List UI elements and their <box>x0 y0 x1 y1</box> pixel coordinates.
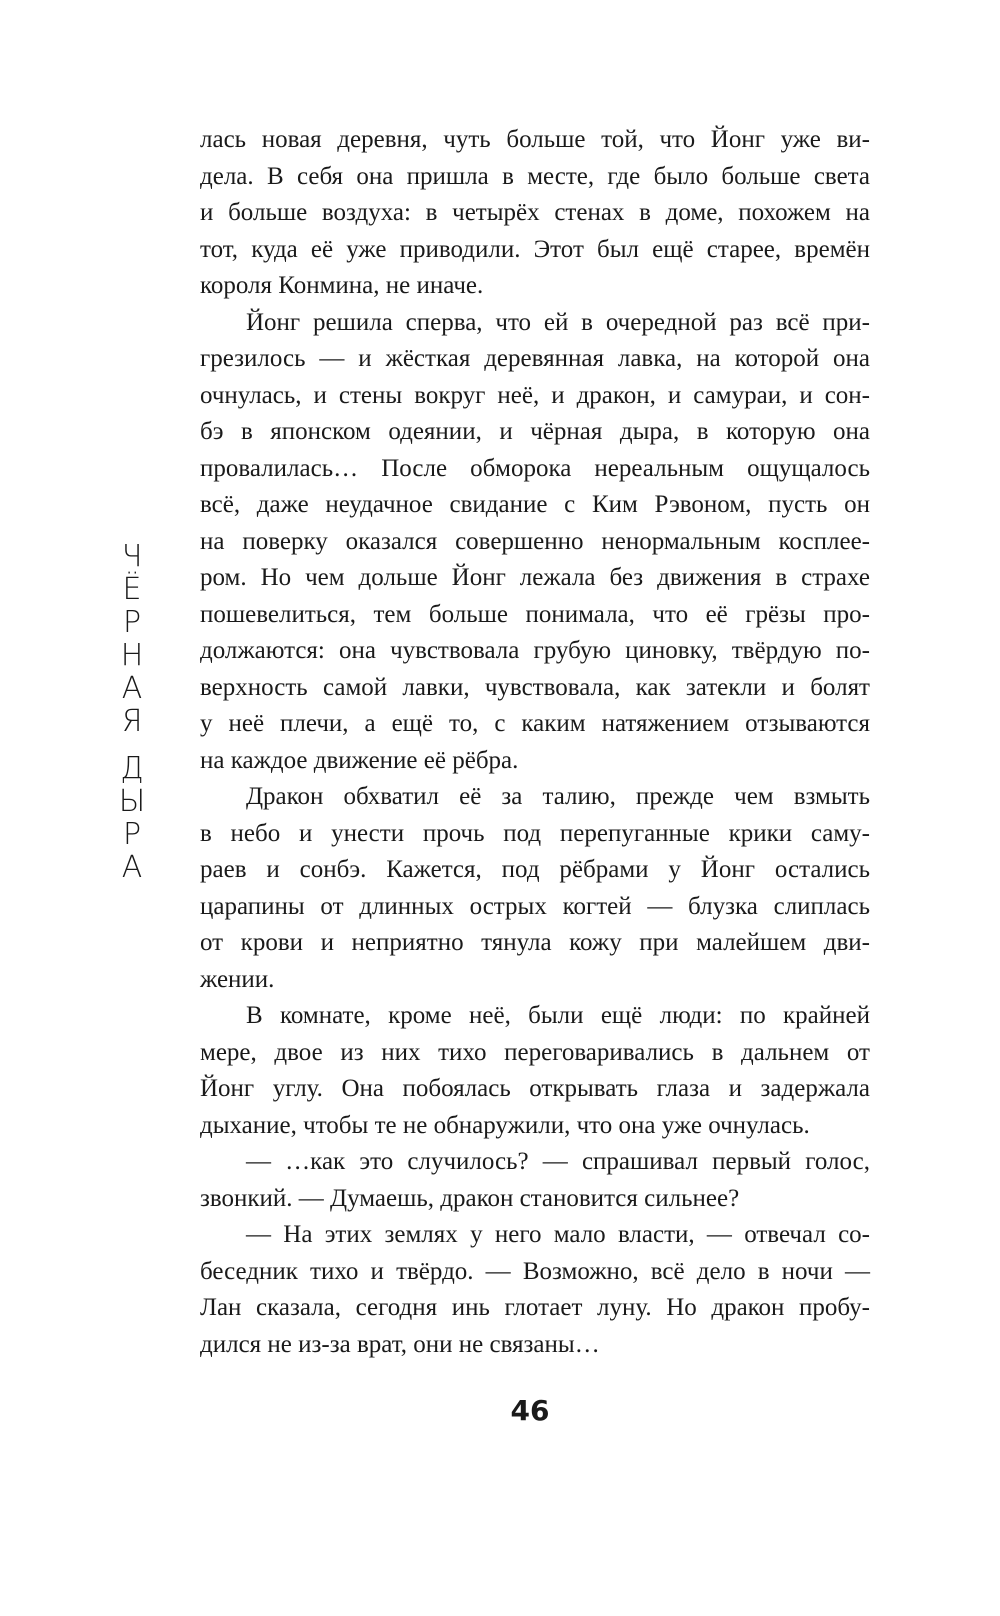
text-line: ром. Но чем дольше Йонг лежала без движения в страхе <box>200 564 870 591</box>
running-title-letter: Ч <box>121 539 143 574</box>
text-line: грезилось — и жёсткая деревянная лавка, на которой она <box>200 345 870 372</box>
text-line: короля Конмина, не иначе. <box>200 272 484 299</box>
text-line: дела. В себя она пришла в месте, где было больше света <box>200 162 870 190</box>
text-line: на поверку оказался совершенно ненормальным косплее- <box>200 527 870 555</box>
text-line: — На этих землях у него мало власти, — отвечал со- <box>246 1221 870 1248</box>
running-title-vertical <box>110 540 154 884</box>
text-line: жении. <box>200 965 275 993</box>
text-line: Дракон обхватил её за талию, прежде чем взмыть <box>246 783 870 810</box>
text-line: царапины от длинных острых когтей — блузка слиплась <box>200 892 870 920</box>
text-line: верхность самой лавки, чувствовала, как затекли и болят <box>200 673 870 701</box>
text-line: мере, двое из них тихо переговаривались в дальнем от <box>200 1038 870 1066</box>
text-line: всё, даже неудачное свидание с Ким Рэвоном, пусть он <box>200 491 870 518</box>
text-line: лась новая деревня, чуть больше той, что Йонг уже ви- <box>200 126 870 153</box>
running-title-letter: Ы <box>118 784 146 819</box>
text-line: в небо и унести прочь под перепуганные крики саму- <box>200 819 870 847</box>
text-line: дыхание, чтобы те не обнаружили, что она уже очнулась. <box>200 1111 810 1139</box>
text-line: звонкий. — Думаешь, дракон становится сильнее? <box>200 1184 740 1212</box>
text-line: на каждое движение её рёбра. <box>200 746 519 774</box>
text-line: Йонг решила сперва, что ей в очередной раз всё при- <box>246 308 870 336</box>
text-line: от крови и неприятно тянула кожу при малейшем дви- <box>200 929 870 956</box>
text-line: раев и сонбэ. Кажется, под рёбрами у Йонг остались <box>200 856 870 883</box>
text-line: Лан сказала, сегодня инь глотает луну. Но дракон пробу- <box>200 1294 870 1321</box>
text-line: должаются: она чувствовала грубую циновку, твёрдую по- <box>200 637 870 664</box>
running-title-letter: А <box>121 850 143 885</box>
running-title-letter: Н <box>120 638 144 673</box>
text-line: бэ в японском одеянии, и чёрная дыра, в которую она <box>200 418 870 445</box>
body-text <box>200 122 870 1363</box>
text-line: очнулась, и стены вокруг неё, и дракон, и самураи, и сон- <box>200 381 870 409</box>
text-line: беседник тихо и твёрдо. — Возможно, всё дело в ночи — <box>200 1257 870 1285</box>
running-title-letter: Р <box>122 605 142 640</box>
running-title-letter: Я <box>121 704 143 739</box>
text-line: и больше воздуха: в четырёх стенах в доме, похожем на <box>200 199 870 226</box>
running-title-word-gap <box>110 738 154 752</box>
running-title-letter: А <box>121 671 143 706</box>
running-title-letter: Ё <box>122 572 142 607</box>
text-line: — …как это случилось? — спрашивал первый голос, <box>246 1148 870 1175</box>
text-line: у неё плечи, а ещё то, с каким натяжением отзываются <box>200 710 870 737</box>
text-line: В комнате, кроме неё, были ещё люди: по крайней <box>246 1002 870 1029</box>
text-line: Йонг углу. Она побоялась открывать глаза и задержала <box>200 1075 870 1102</box>
text-line: провалилась… После обморока нереальным ощущалось <box>200 454 870 482</box>
page-number: 46 <box>510 1394 550 1427</box>
text-line: дился не из-за врат, они не связаны… <box>200 1330 600 1358</box>
text-line: пошевелиться, тем больше понимала, что её грёзы про- <box>200 600 870 628</box>
running-title-letter: Д <box>120 751 144 786</box>
text-line: тот, куда её уже приводили. Этот был ещё старее, времён <box>200 235 870 263</box>
running-title-letter: Р <box>122 817 142 852</box>
